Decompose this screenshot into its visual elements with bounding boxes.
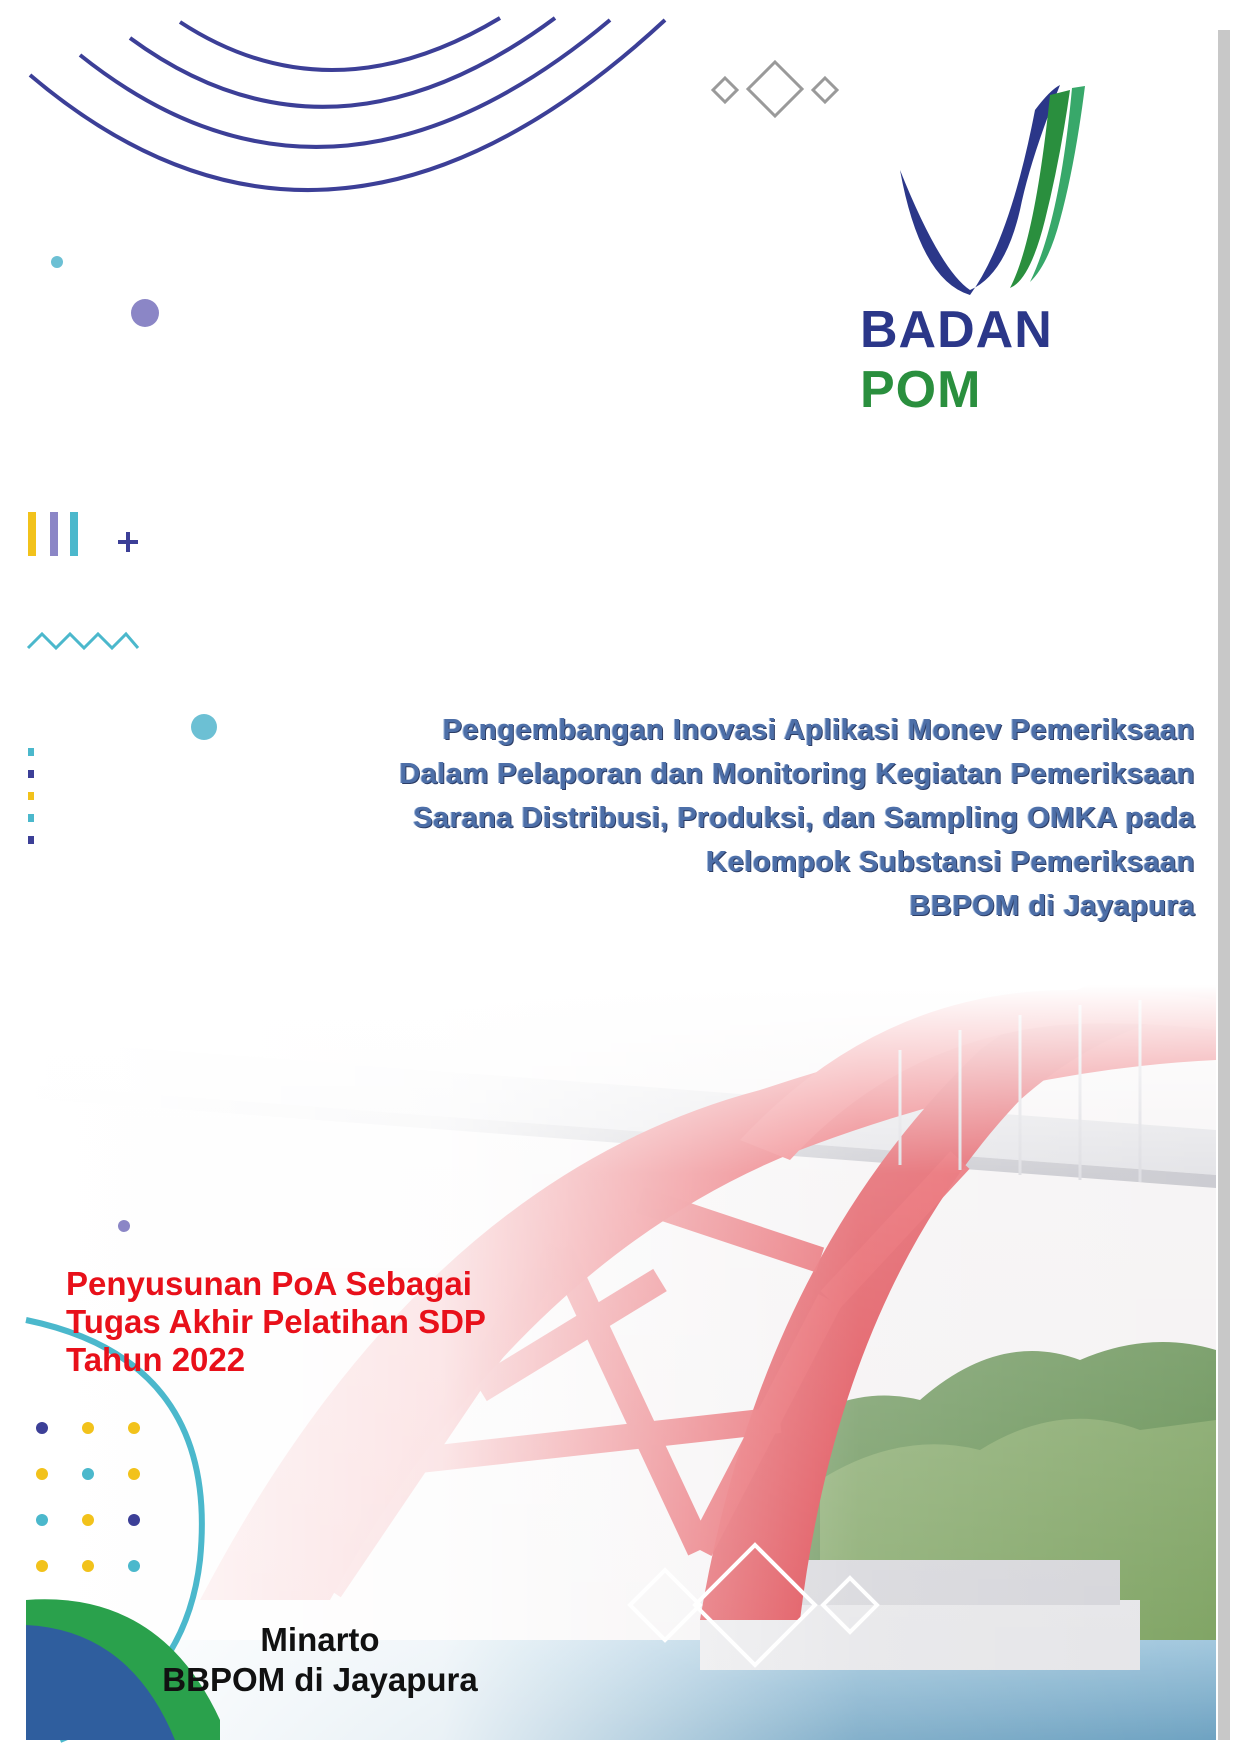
logo-checkmark-icon (860, 70, 1180, 300)
author-name: Minarto (260, 1621, 380, 1658)
author-block (110, 1620, 530, 1700)
subtitle-line: Tugas Akhir Pelatihan SDP (66, 1303, 486, 1340)
author-office: BBPOM di Jayapura (162, 1661, 478, 1698)
concentric-arcs-icon (30, 18, 665, 190)
document-title (215, 708, 1195, 928)
diamond-outline-icon (713, 62, 837, 116)
title-line: BBPOM di Jayapura (909, 890, 1195, 922)
subtitle-line: Tahun 2022 (66, 1341, 246, 1378)
badan-pom-logo (860, 70, 1180, 419)
title-line: Kelompok Substansi Pemeriksaan (706, 846, 1195, 878)
title-line: Dalam Pelaporan dan Monitoring Kegiatan Pemeriksaan (399, 758, 1195, 790)
page-edge-shadow (1218, 30, 1230, 1740)
plus-icon (118, 532, 138, 552)
subtitle-line: Penyusunan PoA Sebagai (66, 1265, 472, 1302)
dot-grid-icon (36, 1422, 140, 1572)
title-line: Pengembangan Inovasi Aplikasi Monev Pemeriksaan (442, 714, 1195, 746)
document-subtitle (66, 1265, 666, 1379)
title-line: Sarana Distribusi, Produksi, dan Sampling OMKA pada (413, 802, 1195, 834)
zigzag-icon (28, 634, 138, 648)
vertical-bars-icon (28, 512, 78, 556)
logo-wordmark: BADAN POM (860, 301, 1053, 419)
